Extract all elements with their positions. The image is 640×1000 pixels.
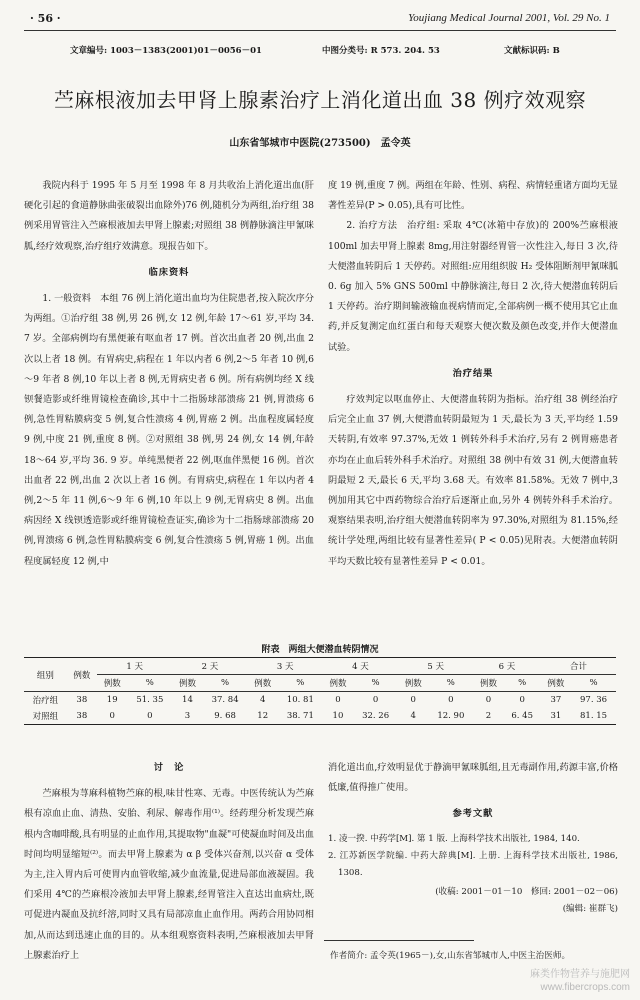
th-day: 4 天 (323, 658, 398, 675)
th-day: 6 天 (473, 658, 540, 675)
cell: 10. 81 (286, 695, 314, 705)
treatment-method-paragraph: 2. 治疗方法 治疗组: 采取 4℃(冰箱中存放)的 200%苎麻根液 100ml 加去甲肾上腺素 8mg,用注射器经胃管一次性注入,每日 3 次,待大便潜血转阴后 1 天停药。对照组:应用组织胺 H₂ 受体阻断剂甲氰咪胍 0. 6g 加入 5% GNS 500ml 中静脉滴注,每日 2 次,待大便潜血转阴后 1 天停药。治疗期间输液输血视病情而定,全部病例一概不使用其它止血药,并反复测定血红蛋白和每天观察大便次数及颜色改变,并作大便潜血试验。 (328, 220, 618, 353)
reference-list (328, 831, 618, 918)
th-pct: % (571, 675, 616, 692)
page-number: · 56 · (30, 12, 61, 25)
cell: 0 (448, 695, 454, 705)
cell-group: 对照组 (32, 712, 59, 722)
section-heading-discussion: 讨 论 (153, 762, 185, 773)
cell: 3 (184, 711, 191, 721)
results-table (24, 657, 616, 725)
th-n: 例数 (97, 675, 127, 692)
journal-name: Youjiang Medical Journal 2001, Vol. 29 No. 1 (408, 12, 610, 24)
cell: 0 (147, 711, 153, 721)
cell: 0 (485, 695, 492, 705)
cell: 4 (410, 711, 416, 721)
left-column (24, 176, 314, 572)
cell: 37. 84 (211, 695, 239, 705)
th-pct: % (278, 675, 323, 692)
results-paragraph: 疗效判定以呕血停止、大便潜血转阴为指标。治疗组 38 例经治疗后完全止血 37 例,大便潜血转阴最短为 1 天,最长为 3 天,平均经 1.59 天转阴,有效率 97.37%,无效 1 例转外科手术治疗,另有 2 例胃癌患者亦均在止血后转外科手术治疗。对照组 38 例中有效 31 例,大便潜血转阴最短 2 天,最长 6 天,平均 3.68 天。有效率 81.58%。无效 7 例中,3 例加用其它中西药物综合治疗后逐渐止血,另外 4 例转外科手术治疗。观察结果表明,治疗组大便潜血转阴率为 97.30%,对照组为 81.15%,经统计学处理,两组比较有显著性差异( P < 0.05)见附表。大便潜血转阴平均天数比较有显著性差异 P < 0.01。 (328, 394, 618, 567)
discussion-column (24, 758, 314, 966)
right-lower-column (328, 758, 618, 918)
table-row (24, 692, 616, 709)
intro-paragraph: 我院内科于 1995 年 5 月至 1998 年 8 月共收治上消化道出血(肝硬化引起的食道静脉曲张破裂出血除外)76 例,随机分为两组,治疗组 38 例采用胃管注入苎麻根液加去甲肾上腺素;对照组 38 例静脉滴注甲氰咪胍,经疗效观察,治疗组疗效满意。现报告如下。 (24, 180, 314, 252)
discussion-continued: 消化道出血,疗效明显优于静滴甲氰咪胍组,且无毒副作用,药源丰富,价格低廉,值得推广使用。 (328, 762, 618, 794)
header-rule (24, 30, 616, 31)
th-day: 2 天 (172, 658, 247, 675)
received-dates: (收稿: 2001－01－10 修回: 2001－02－06) (435, 886, 618, 897)
watermark (530, 968, 630, 994)
cell: 6. 45 (511, 711, 533, 721)
cell: 32. 26 (362, 711, 390, 721)
cell: 0 (519, 695, 525, 705)
reference-item: 2. 江苏新医学院编. 中药大辞典[M]. 上册. 上海科学技术出版社, 1986, 1308. (328, 850, 618, 878)
section-heading-clinical: 临床资料 (148, 266, 190, 278)
th-cases: 例数 (67, 658, 97, 692)
th-n: 例数 (323, 675, 353, 692)
th-n: 例数 (541, 675, 571, 692)
table-row (24, 708, 616, 725)
document-code: 文献标识码: B (504, 46, 560, 56)
th-n: 例数 (398, 675, 428, 692)
article-title: 苎麻根液加去甲肾上腺素治疗上消化道出血 38 例疗效观察 (53, 88, 587, 112)
table-header-row (24, 658, 616, 675)
cell: 9. 68 (214, 711, 236, 721)
cell: 12. 90 (437, 711, 465, 721)
section-heading-references: 参考文献 (452, 808, 494, 820)
author-affiliation: 山东省邹城市中医院(273500) 孟令英 (229, 138, 411, 149)
clc-number: 中图分类号: R 573. 204. 53 (322, 46, 440, 56)
running-header (0, 10, 640, 28)
watermark-line: www.fibercrops.com (540, 982, 630, 993)
table-caption: 附表 两组大便潜血转阴情况 (261, 645, 379, 655)
cell: 0 (109, 711, 115, 721)
th-total: 合计 (541, 658, 616, 675)
cell: 0 (335, 695, 341, 705)
cell: 12 (257, 711, 269, 721)
section-heading-results: 治疗结果 (452, 367, 494, 379)
th-pct: % (504, 675, 541, 692)
continued-paragraph: 度 19 例,重度 7 例。两组在年龄、性别、病程、病情轻重诸方面均无显著性差异(P > 0.05),具有可比性。 (328, 180, 618, 212)
th-day: 5 天 (398, 658, 473, 675)
cell: 14 (182, 695, 193, 705)
th-group: 组别 (24, 658, 67, 692)
th-n: 例数 (172, 675, 202, 692)
th-day: 3 天 (248, 658, 323, 675)
table-subheader-row (24, 675, 616, 692)
cell: 10 (332, 711, 344, 721)
editor-note: (编辑: 崔群飞) (562, 903, 618, 914)
cell: 19 (106, 695, 118, 705)
general-data-paragraph: 1. 一般资料 本组 76 例上消化道出血均为住院患者,按入院次序分为两组。①治疗组 38 例,男 26 例,女 12 例,年龄 17～61 岁,平均 34. 7 岁。全部病例均有黑便兼有呕血者 17 例。首次出血者 20 例,出血 2 次以上者 18 例。有胃病史,病程在 1 年以内者 6 例,2～5 年者 10 例,6～9 年者 8 例,10 年以上者 8 例,无胃病史者 6 例。所有病例均经 X 线钡餐造影或纤维胃镜检查确诊,其中十二指肠球部溃疡 21 例,胃溃疡 6 例,急性胃粘膜病变 5 例,复合性溃疡 4 例,胃癌 2 例。出血程度属轻度 9 例,中度 21 例,重度 8 例。②对照组 38 例,男 24 例,女 14 例,年龄 18～64 岁,平均 36. 9 岁。单纯黑便者 22 例,呕血伴黑便 16 例。首次出血者 22 例,出血 2 次以上者 16 例。有胃病史,病程在 1 年以内者 4 例,2～5 年 11 例,6～9 年 6 例,10 年以上 9 例,无胃病史 8 例。出血病因经 X 线钡透造影或纤维胃镜检查证实,确诊为十二指肠球部溃疡 20 例,胃溃疡 6 例,急性胃粘膜病变 6 例,复合性溃疡 5 例,胃癌 1 例。出血程度属轻度 12 例,中 (24, 293, 314, 567)
author-bio: 作者简介: 孟令英(1965－),女,山东省邹城市人,中医主治医师。 (330, 951, 571, 961)
cell: 37 (550, 695, 562, 705)
cell-n: 38 (76, 711, 88, 721)
watermark-line: 麻类作物营养与施肥网 (530, 969, 630, 980)
cell: 0 (410, 695, 416, 705)
reference-item: 1. 凌一揆. 中药学[M]. 第 1 版. 上海科学技术出版社, 1984, 140. (328, 833, 580, 844)
th-pct: % (353, 675, 398, 692)
discussion-paragraph: 苎麻根为荨麻科植物苎麻的根,味甘性寒、无毒。中医传统认为苎麻根有凉血止血、清热、安胎、利尿、解毒作用⁽¹⁾。经药理分析发现苎麻根内含咖啡酸,具有明显的止血作用,其提取物"血凝"可使凝血时间及出血时间均明显缩短⁽²⁾。而去甲肾上腺素为 α β 受体兴奋剂,以兴奋 α 受体为主,注入胃内后可使胃内血管收缩,减少血流量,促进局部血液凝固。我们采用 4℃的苎麻根冷液加去甲肾上腺素,经胃管注入直达出血病灶,既可促进内凝血及抗纤溶,同时又具有局部凉血止血作用。两药合用协同相加,从而达到迅速止血的目的。从本组观察资料表明,苎麻根液加去甲肾上腺素治疗上 (24, 788, 314, 961)
cell: 97. 36 (580, 695, 608, 705)
th-day: 1 天 (97, 658, 172, 675)
cell: 38. 71 (286, 711, 314, 721)
th-n: 例数 (248, 675, 278, 692)
article-number: 文章编号: 1003－1383(2001)01－0056－01 (70, 46, 262, 56)
cell: 81. 15 (580, 711, 608, 721)
cell: 2 (485, 711, 492, 721)
th-n: 例数 (473, 675, 503, 692)
cell: 51. 35 (136, 695, 164, 705)
right-column (328, 176, 618, 572)
th-pct: % (203, 675, 248, 692)
cell-group: 治疗组 (32, 696, 59, 706)
th-pct: % (127, 675, 172, 692)
th-pct: % (428, 675, 473, 692)
cell: 0 (372, 695, 379, 705)
cell-n: 38 (76, 695, 88, 705)
cell: 31 (550, 711, 562, 721)
cell: 4 (260, 695, 266, 705)
footnote-rule (324, 940, 474, 941)
